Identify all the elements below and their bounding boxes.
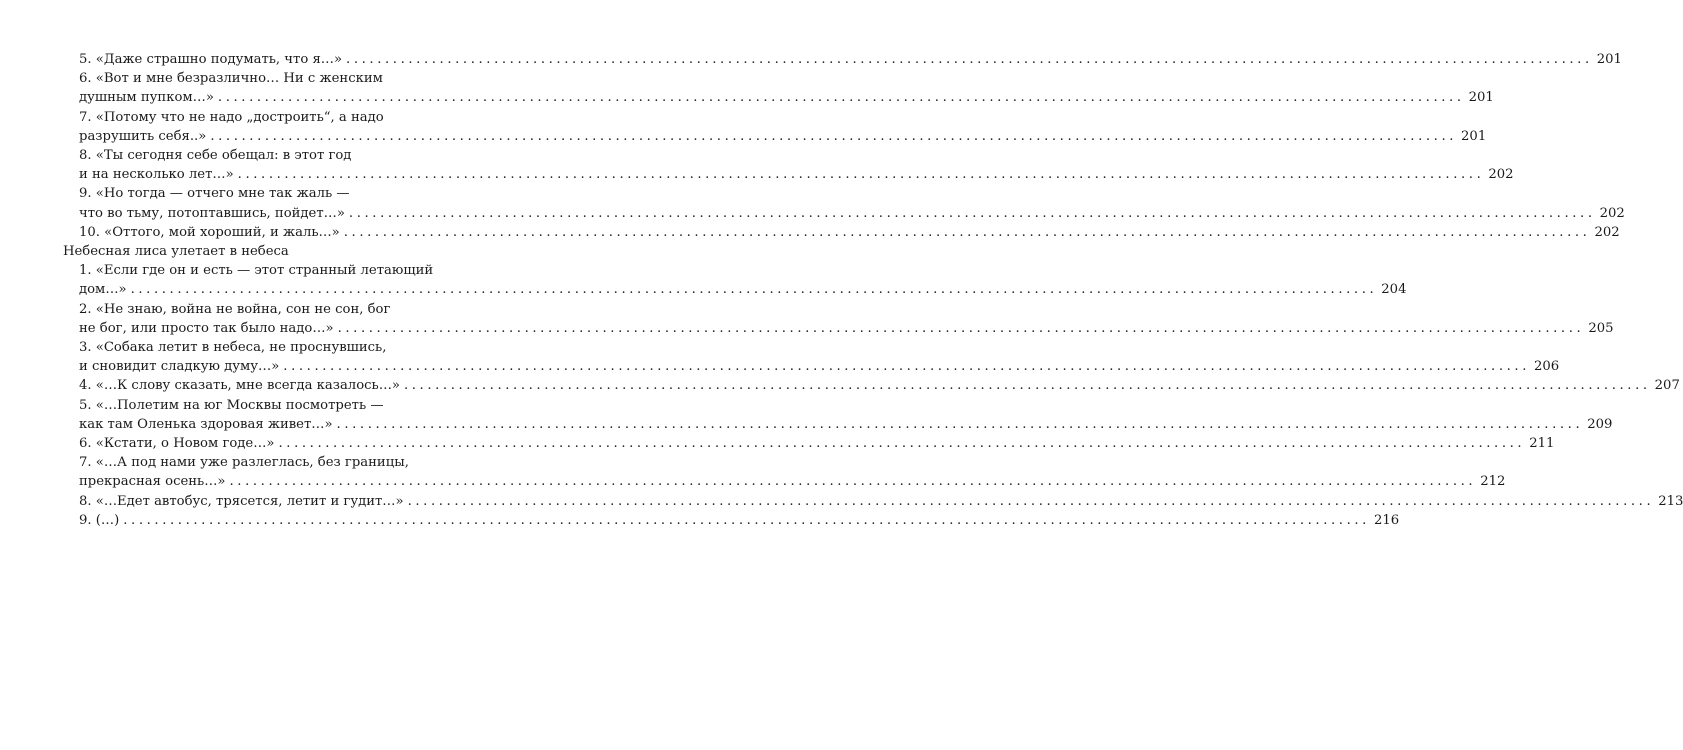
toc-line [79, 396, 439, 415]
toc-line [79, 357, 1560, 376]
toc-page-number: 201 [1461, 128, 1487, 144]
toc-entry [63, 511, 1400, 530]
toc-entry [63, 338, 1560, 376]
toc-line [79, 204, 1625, 223]
toc-line [79, 492, 1683, 511]
toc-line [79, 88, 1494, 107]
toc-entry-title: 4. «…К слову сказать, мне всегда казалось…» [79, 378, 400, 394]
toc-page-number: 209 [1587, 416, 1613, 432]
toc-line [79, 376, 1680, 395]
toc-entry-title: 7. «Потому что не надо „достроить“, а надо [79, 109, 384, 125]
dot-leader: ................................................................................................................................................................ [237, 167, 1485, 183]
toc-entry-title: 9. (…) [79, 512, 120, 528]
toc-entry [63, 146, 1514, 184]
table-of-contents [63, 50, 1683, 530]
toc-entry-title: разрушить себя..» [79, 128, 207, 144]
toc-entry-title: дом…» [79, 282, 127, 298]
dot-leader: ................................................................................................................................................................ [336, 416, 1584, 432]
toc-line [63, 242, 439, 261]
toc-line [79, 319, 1614, 338]
toc-page-number: 216 [1373, 512, 1400, 528]
toc-page-number: 201 [1468, 90, 1494, 106]
dot-leader: ................................................................................................................................................................ [123, 512, 1370, 528]
toc-line [79, 223, 1620, 242]
toc-entry [63, 376, 1680, 395]
dot-leader: ................................................................................................................................................................ [278, 436, 1526, 452]
toc-line [79, 146, 439, 165]
toc-entry-title: прекрасная осень…» [79, 474, 226, 490]
dot-leader: ................................................................................................................................................................ [217, 90, 1465, 106]
toc-entry-title: 9. «Но тогда — отчего мне так жаль — [79, 186, 350, 202]
toc-entry-title: как там Оленька здоровая живет…» [79, 416, 333, 432]
toc-entry-title: 6. «Кстати, о Новом годе…» [79, 436, 275, 452]
toc-page-number: 205 [1588, 320, 1614, 336]
toc-page-number: 212 [1480, 474, 1506, 490]
toc-page-number: 213 [1658, 493, 1683, 509]
toc-page-number: 202 [1594, 224, 1620, 240]
toc-line [79, 338, 439, 357]
toc-entry-title: 6. «Вот и мне безразлично… Ни с женским [79, 71, 383, 87]
toc-section-heading [63, 242, 439, 261]
toc-entry-title: 5. «…Полетим на юг Москвы посмотреть — [79, 397, 384, 413]
toc-entry [63, 69, 1494, 107]
toc-entry-title: душным пупком…» [79, 90, 214, 106]
dot-leader: ................................................................................................................................................................ [348, 205, 1596, 221]
toc-entry [63, 492, 1683, 511]
toc-entry-title: 3. «Собака летит в небеса, не проснувшись, [79, 340, 387, 356]
toc-entry-title: 8. «Ты сегодня себе обещал: в этот год [79, 148, 352, 164]
toc-entry-title: 2. «Не знаю, война не война, сон не сон, бог [79, 301, 391, 317]
toc-entry-title: и сновидит сладкую думу…» [79, 359, 280, 375]
toc-line [79, 280, 1407, 299]
toc-entry-title: 10. «Оттого, мой хороший, и жаль…» [79, 224, 340, 240]
toc-line [79, 300, 439, 319]
toc-page-number: 202 [1599, 205, 1625, 221]
toc-line [79, 415, 1613, 434]
toc-line [79, 127, 1487, 146]
dot-leader: ................................................................................................................................................................ [337, 320, 1585, 336]
toc-line [79, 108, 439, 127]
toc-entry [63, 184, 1625, 222]
dot-leader: ................................................................................................................................................................ [403, 378, 1651, 394]
toc-entry [63, 108, 1487, 146]
toc-entry-title: и на несколько лет…» [79, 167, 234, 183]
toc-entry [63, 300, 1614, 338]
toc-entry [63, 223, 1620, 242]
toc-entry-title: 8. «…Едет автобус, трясется, летит и гудит…» [79, 493, 404, 509]
toc-line [79, 69, 439, 88]
toc-entry-title: Небесная лиса улетает в небеса [63, 244, 289, 260]
toc-line [79, 165, 1514, 184]
dot-leader: ................................................................................................................................................................ [130, 282, 1378, 298]
toc-line [79, 453, 439, 472]
toc-line [79, 511, 1400, 530]
toc-entry-title: что во тьму, потоптавшись, пойдет…» [79, 205, 345, 221]
toc-entry-title: 5. «Даже страшно подумать, что я…» [79, 52, 343, 67]
toc-entry [63, 453, 1506, 491]
toc-entry [63, 396, 1613, 434]
toc-line [79, 184, 439, 203]
toc-page-number: 211 [1529, 436, 1555, 452]
toc-line [79, 434, 1555, 453]
toc-page-number: 206 [1534, 359, 1560, 375]
toc-entry [63, 50, 1622, 69]
toc-line [79, 261, 439, 280]
dot-leader: ................................................................................................................................................................ [229, 474, 1477, 490]
toc-page-number: 207 [1654, 378, 1680, 394]
dot-leader: ................................................................................................................................................................ [407, 493, 1655, 509]
toc-entry-title: 1. «Если где он и есть — этот странный летающий [79, 263, 434, 279]
toc-line [79, 50, 1622, 69]
toc-line [79, 472, 1506, 491]
toc-entry-title: не бог, или просто так было надо…» [79, 320, 334, 336]
dot-leader: ................................................................................................................................................................ [283, 359, 1530, 375]
dot-leader: ................................................................................................................................................................ [343, 224, 1591, 240]
toc-entry [63, 261, 1407, 299]
toc-page-number: 202 [1488, 167, 1514, 183]
dot-leader: ................................................................................................................................................................ [346, 52, 1593, 67]
toc-entry [63, 434, 1555, 453]
toc-page-number: 204 [1381, 282, 1407, 298]
toc-entry-title: 7. «…А под нами уже разлеглась, без границы, [79, 455, 409, 471]
toc-page-number: 201 [1596, 52, 1622, 67]
dot-leader: ................................................................................................................................................................ [210, 128, 1458, 144]
